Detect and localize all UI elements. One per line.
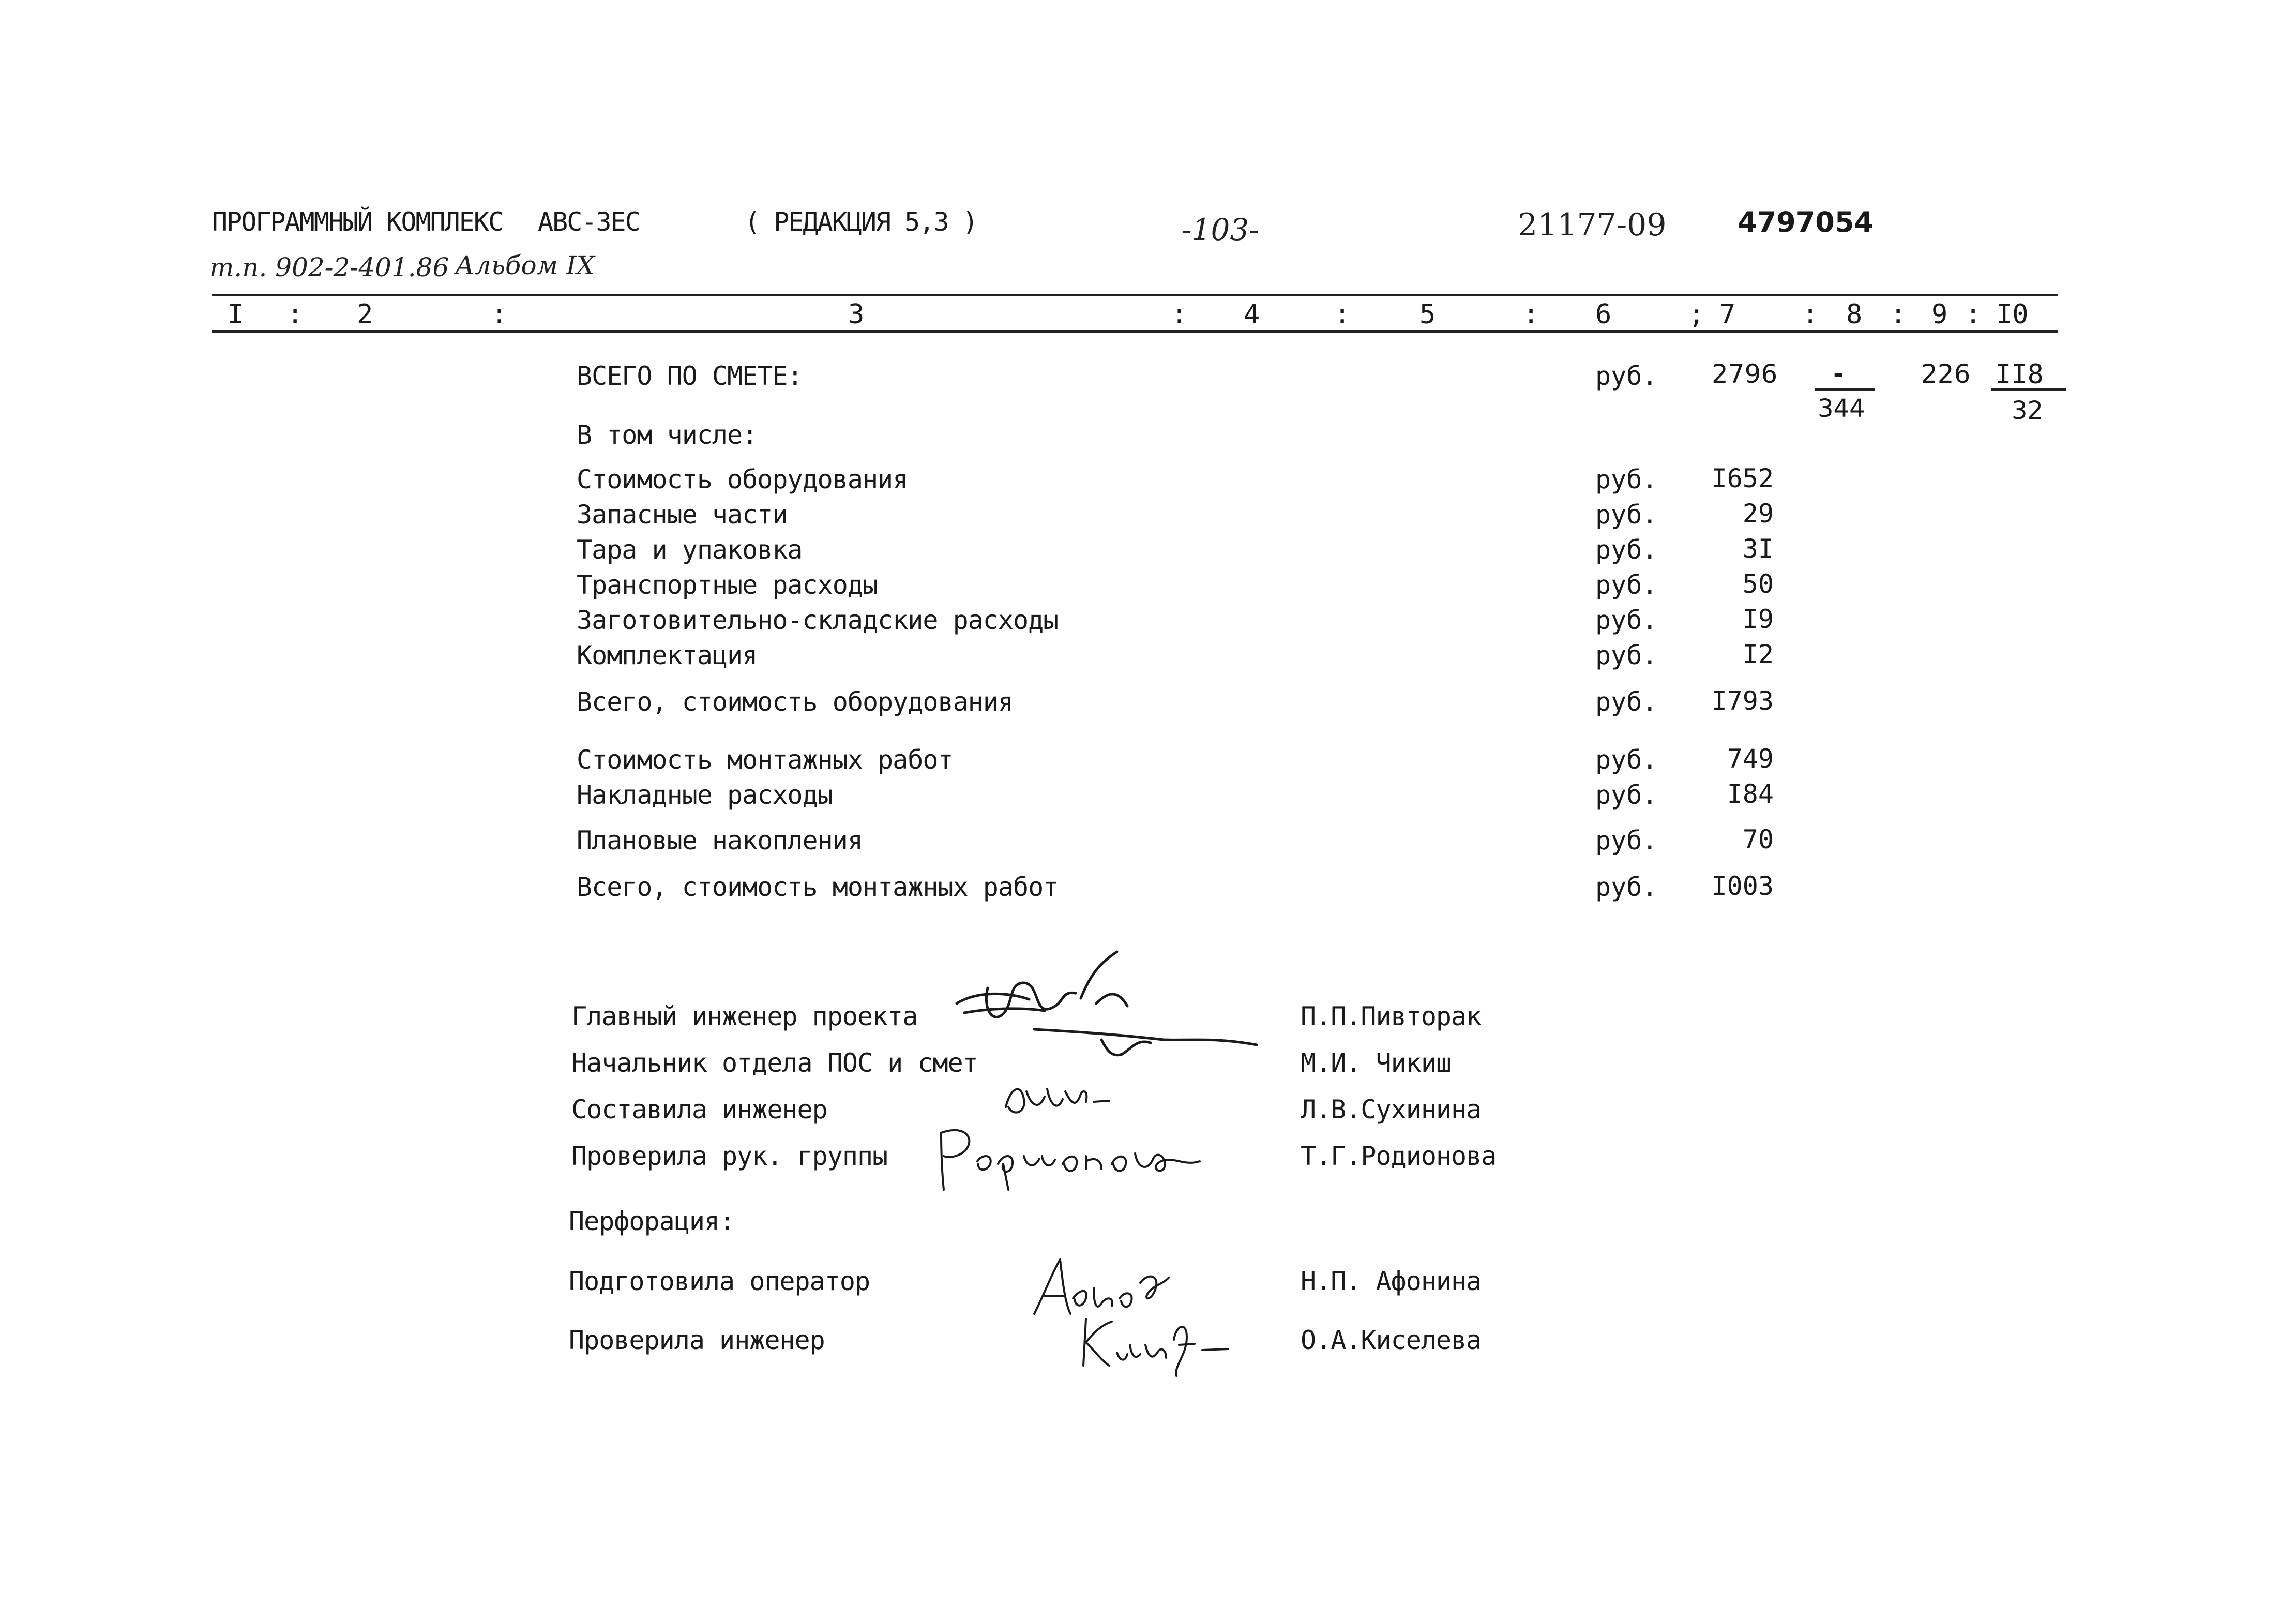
installation-total-label: Всего, стоимость монтажных работ xyxy=(577,872,1059,902)
column-5-number: 5 xyxy=(1419,299,1436,330)
edition: ( РЕДАКЦИЯ 5,3 ) xyxy=(745,207,977,237)
signatory-name: Л.В.Сухинина xyxy=(1301,1095,1482,1125)
equipment-row-unit: руб. xyxy=(1595,535,1658,565)
column-7-number: 7 xyxy=(1719,299,1736,330)
installation-row-label: Стоимость монтажных работ xyxy=(577,745,953,775)
signatory-name: Н.П. Афонина xyxy=(1301,1266,1482,1296)
column-separator: : xyxy=(1802,299,1819,330)
planned-savings-value: 70 xyxy=(1742,825,1774,855)
equipment-total-unit: руб. xyxy=(1595,687,1658,717)
signatory-name: Т.Г.Родионова xyxy=(1301,1141,1497,1171)
system-name: АВС-ЗЕС xyxy=(538,207,640,237)
equipment-row-value: 29 xyxy=(1742,499,1774,529)
column-separator: : xyxy=(1334,299,1351,330)
fraction-bar xyxy=(1991,388,2066,391)
perforation-label: Перфорация: xyxy=(569,1206,735,1236)
installation-total-value: I003 xyxy=(1711,871,1774,901)
album-ref: Альбом IX xyxy=(455,250,595,280)
column-separator: : xyxy=(1523,299,1539,330)
column-3-number: 3 xyxy=(848,299,865,330)
column-6-number: 6 xyxy=(1595,299,1612,330)
signatory-name: О.А.Киселева xyxy=(1301,1325,1482,1355)
equipment-total-value: I793 xyxy=(1711,686,1774,716)
equipment-row-label: Тара и упаковка xyxy=(577,535,803,565)
equipment-row-unit: руб. xyxy=(1595,640,1658,670)
column-separator: : xyxy=(491,299,508,330)
program-name: ПРОГРАММНЫЙ КОМПЛЕКС xyxy=(212,207,503,237)
equipment-row-unit: руб. xyxy=(1595,605,1658,635)
totals-col10-top: II8 xyxy=(1995,359,2044,390)
column-header-top-rule xyxy=(212,294,2058,296)
column-separator: : xyxy=(287,299,304,330)
signatory-name: П.П.Пивторак xyxy=(1301,1001,1482,1031)
signatory-name: М.И. Чикиш xyxy=(1301,1048,1452,1078)
equipment-row-unit: руб. xyxy=(1595,500,1658,530)
page-number: -103- xyxy=(1182,212,1259,247)
equipment-row-value: 50 xyxy=(1742,569,1774,599)
planned-savings-label: Плановые накопления xyxy=(577,826,863,856)
column-2-number: 2 xyxy=(357,299,373,330)
totals-col8-bottom: 344 xyxy=(1818,394,1865,423)
equipment-row-label: Транспортные расходы xyxy=(577,570,878,600)
equipment-row-unit: руб. xyxy=(1595,570,1658,600)
equipment-total-label: Всего, стоимость оборудования xyxy=(577,687,1013,717)
signature-role: Составила инженер xyxy=(571,1095,827,1125)
handwritten-signature xyxy=(931,1112,1220,1216)
column-8-number: 8 xyxy=(1846,299,1863,330)
equipment-row-value: I2 xyxy=(1742,639,1774,669)
signature-role: Проверила инженер xyxy=(569,1325,825,1355)
equipment-row-unit: руб. xyxy=(1595,464,1658,494)
handwritten-signature xyxy=(1070,1309,1236,1381)
including-label: В том числе: xyxy=(577,420,758,450)
installation-row-value: I84 xyxy=(1727,779,1774,809)
column-separator: : xyxy=(1890,299,1907,330)
totals-col10-bottom: 32 xyxy=(2012,396,2044,425)
equipment-row-label: Комплектация xyxy=(577,640,758,670)
column-4-number: 4 xyxy=(1244,299,1260,330)
column-header-bottom-rule xyxy=(212,330,2058,333)
equipment-row-label: Заготовительно-складские расходы xyxy=(577,605,1059,635)
doc-id: 4797054 xyxy=(1738,206,1874,238)
signature-role: Главный инженер проекта xyxy=(571,1001,918,1031)
doc-code: 21177-09 xyxy=(1518,207,1667,243)
equipment-row-label: Стоимость оборудования xyxy=(577,464,908,494)
handwritten-signature xyxy=(946,941,1267,1066)
installation-row-unit: руб. xyxy=(1595,745,1658,775)
column-1-number: I xyxy=(228,299,244,330)
installation-row-value: 749 xyxy=(1727,744,1774,774)
equipment-row-value: I9 xyxy=(1742,604,1774,634)
totals-col7: 2796 xyxy=(1712,359,1778,389)
column-9-number: 9 xyxy=(1931,299,1948,330)
installation-row-label: Накладные расходы xyxy=(577,780,833,810)
signature-role: Подготовила оператор xyxy=(569,1266,870,1296)
equipment-row-value: 3I xyxy=(1742,534,1774,564)
signature-role: Начальник отдела ПОС и смет xyxy=(571,1048,978,1078)
signature-role: Проверила рук. группы xyxy=(571,1141,888,1171)
installation-total-unit: руб. xyxy=(1595,872,1658,902)
totals-unit: руб. xyxy=(1595,361,1658,391)
column-separator: : xyxy=(1171,299,1188,330)
column-separator: ; xyxy=(1688,299,1705,330)
planned-savings-unit: руб. xyxy=(1595,826,1658,856)
totals-col9: 226 xyxy=(1921,359,1971,389)
installation-row-unit: руб. xyxy=(1595,780,1658,810)
project-ref: т.п. 902-2-401.86 xyxy=(209,252,449,282)
column-10-number: I0 xyxy=(1996,299,2029,330)
fraction-bar xyxy=(1815,388,1875,391)
equipment-row-label: Запасные части xyxy=(577,500,788,530)
totals-col8-top: - xyxy=(1833,359,1844,389)
equipment-row-value: I652 xyxy=(1711,463,1774,493)
totals-label: ВСЕГО ПО СМЕТЕ: xyxy=(577,361,803,391)
column-separator: : xyxy=(1965,299,1982,330)
